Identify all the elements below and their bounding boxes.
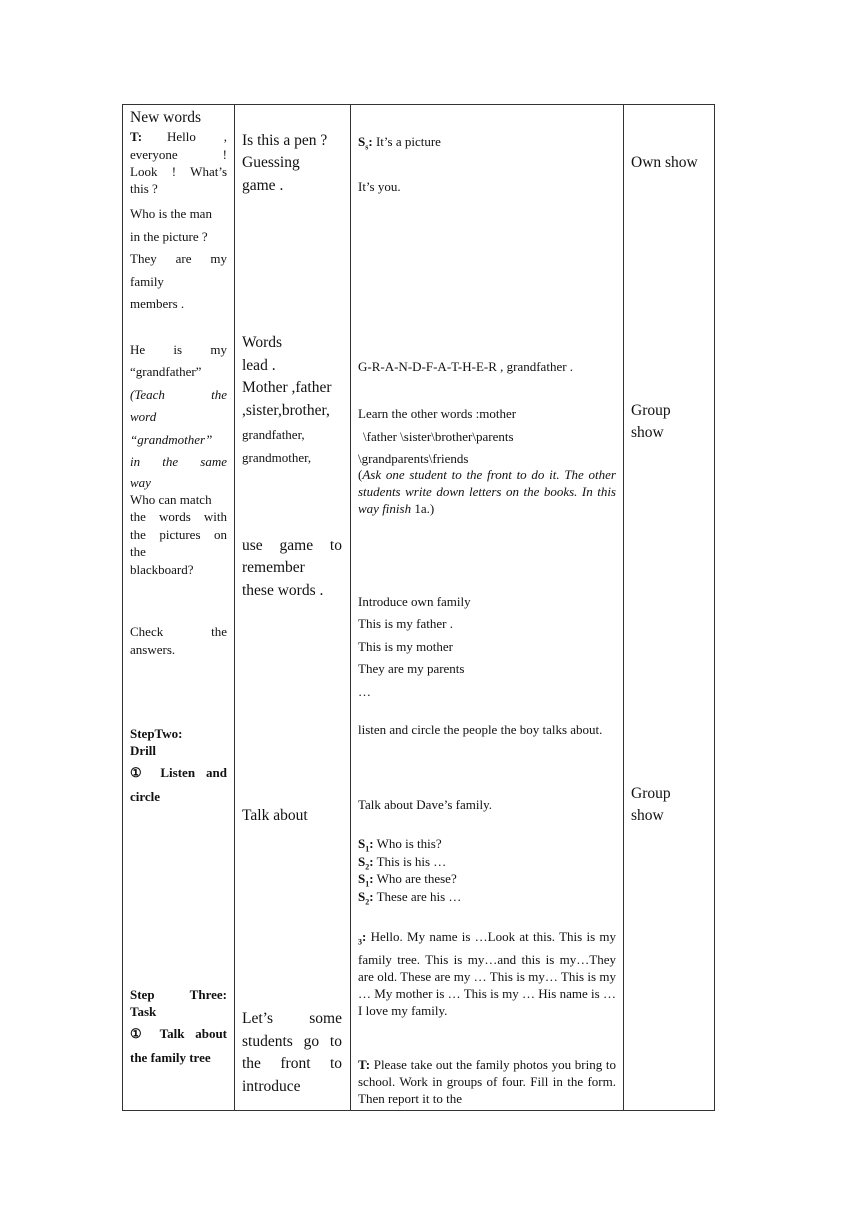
text-line: … bbox=[358, 684, 371, 699]
text-line: family bbox=[130, 274, 164, 289]
text-line: Look ! What’s bbox=[130, 164, 227, 179]
text-line: show bbox=[631, 807, 664, 824]
speaker-label: $S_s$: bbox=[358, 134, 373, 152]
text-line: Hello , bbox=[167, 129, 227, 144]
dialogue-line bbox=[358, 133, 616, 156]
text-line: (Teach the bbox=[130, 387, 227, 402]
step-heading: StepTwo: bbox=[130, 726, 183, 741]
text-line: this ? bbox=[130, 181, 158, 196]
text-line: game . bbox=[242, 177, 284, 194]
text-line: members . bbox=[130, 296, 185, 311]
text-line: grandmother, bbox=[242, 450, 312, 465]
text-line: Introduce own family bbox=[358, 594, 471, 609]
text-line: introduce bbox=[242, 1078, 301, 1095]
step-heading: Step Three: bbox=[130, 987, 227, 1002]
text-line: everyone ! bbox=[130, 147, 227, 162]
text-line: Talk about Dave’s family. bbox=[358, 797, 492, 812]
text-line: answers. bbox=[130, 642, 176, 657]
text-line: They are my bbox=[130, 251, 227, 266]
column-divider bbox=[234, 105, 235, 1110]
text-line: word bbox=[130, 409, 157, 424]
text-line: Let’s some bbox=[242, 1010, 342, 1027]
text-line: show bbox=[631, 424, 664, 441]
text-line: remember bbox=[242, 559, 305, 576]
text-line: the bbox=[130, 544, 146, 559]
speaker-label: T: bbox=[130, 129, 143, 144]
text-line: Who can match bbox=[130, 492, 212, 507]
text-line: Learn the other words :mother bbox=[358, 406, 517, 421]
dialogue-line: $S_1$: Who are these? bbox=[358, 871, 457, 889]
text-line: the pictures on bbox=[130, 527, 227, 542]
text-line: students go to bbox=[242, 1033, 342, 1050]
text-line: Words bbox=[242, 334, 283, 351]
text-line: They are my parents bbox=[358, 661, 465, 676]
text-line: Own show bbox=[631, 154, 698, 171]
text-line: He is my bbox=[130, 342, 227, 357]
text-line: ,sister,brother, bbox=[242, 402, 330, 419]
dialogue-paragraph: $_3$: Hello. My name is …Look at this. This is my family tree. This is my…and this is my…They are old. These are my … This is my… This is my … My mother is … This is my … His name is … I love my family. bbox=[358, 929, 617, 1018]
step-heading: Drill bbox=[130, 743, 156, 758]
dialogue-line: $S_2$: These are his … bbox=[358, 889, 462, 907]
text-line: “grandfather” bbox=[130, 364, 202, 379]
text-line: the words with bbox=[130, 509, 227, 524]
section-title: New words bbox=[130, 109, 202, 126]
step-item: circle bbox=[130, 789, 161, 804]
text-line: “grandmother” bbox=[130, 432, 213, 447]
instruction-note: (Ask one student to the front to do it. The other students write down letters on the books. In this way finish 1a.) bbox=[358, 467, 616, 516]
step-item: ① Listen and bbox=[130, 765, 227, 780]
text-line: these words . bbox=[242, 582, 324, 599]
text-line: Group bbox=[631, 785, 671, 802]
text-line: This is my father . bbox=[358, 616, 453, 631]
step-item: the family tree bbox=[130, 1050, 211, 1065]
text-line: way bbox=[130, 475, 151, 490]
dialogue-paragraph: T: Please take out the family photos you bring to school. Work in groups of four. Fill in the form. Then report it to the bbox=[358, 1057, 616, 1106]
text-line: Who is the man bbox=[130, 206, 212, 221]
text-line: in the same bbox=[130, 454, 227, 469]
dialogue-line: $S_1$: Who is this? bbox=[358, 836, 442, 854]
column-divider bbox=[350, 105, 351, 1110]
step-item: ① Talk about bbox=[130, 1026, 227, 1041]
text-line: Mother ,father bbox=[242, 379, 332, 396]
text-line: It’s you. bbox=[358, 179, 401, 194]
text-paragraph: listen and circle the people the boy talks about. bbox=[358, 722, 603, 737]
step-heading: Task bbox=[130, 1004, 157, 1019]
dialogue-text: It’s a picture bbox=[375, 134, 441, 149]
text-line: Check the bbox=[130, 624, 227, 639]
text-line: use game to bbox=[242, 537, 342, 554]
text-line: Talk about bbox=[242, 807, 308, 824]
column-divider bbox=[623, 105, 624, 1110]
text-line: This is my mother bbox=[358, 639, 453, 654]
text-line: Is this a pen ? bbox=[242, 132, 328, 149]
teacher-line bbox=[130, 128, 227, 145]
text-line: Group bbox=[631, 402, 671, 419]
text-line: Guessing bbox=[242, 154, 300, 171]
text-line: grandfather, bbox=[242, 427, 305, 442]
text-line: \grandparents\friends bbox=[358, 451, 469, 466]
text-line: G-R-A-N-D-F-A-T-H-E-R , grandfather . bbox=[358, 359, 574, 374]
text-line: blackboard? bbox=[130, 562, 194, 577]
dialogue-line: $S_2$: This is his … bbox=[358, 854, 447, 872]
text-line: in the picture ? bbox=[130, 229, 208, 244]
text-line: the front to bbox=[242, 1055, 342, 1072]
text-line: \father \sister\brother\parents bbox=[363, 429, 514, 444]
text-line: lead . bbox=[242, 357, 276, 374]
